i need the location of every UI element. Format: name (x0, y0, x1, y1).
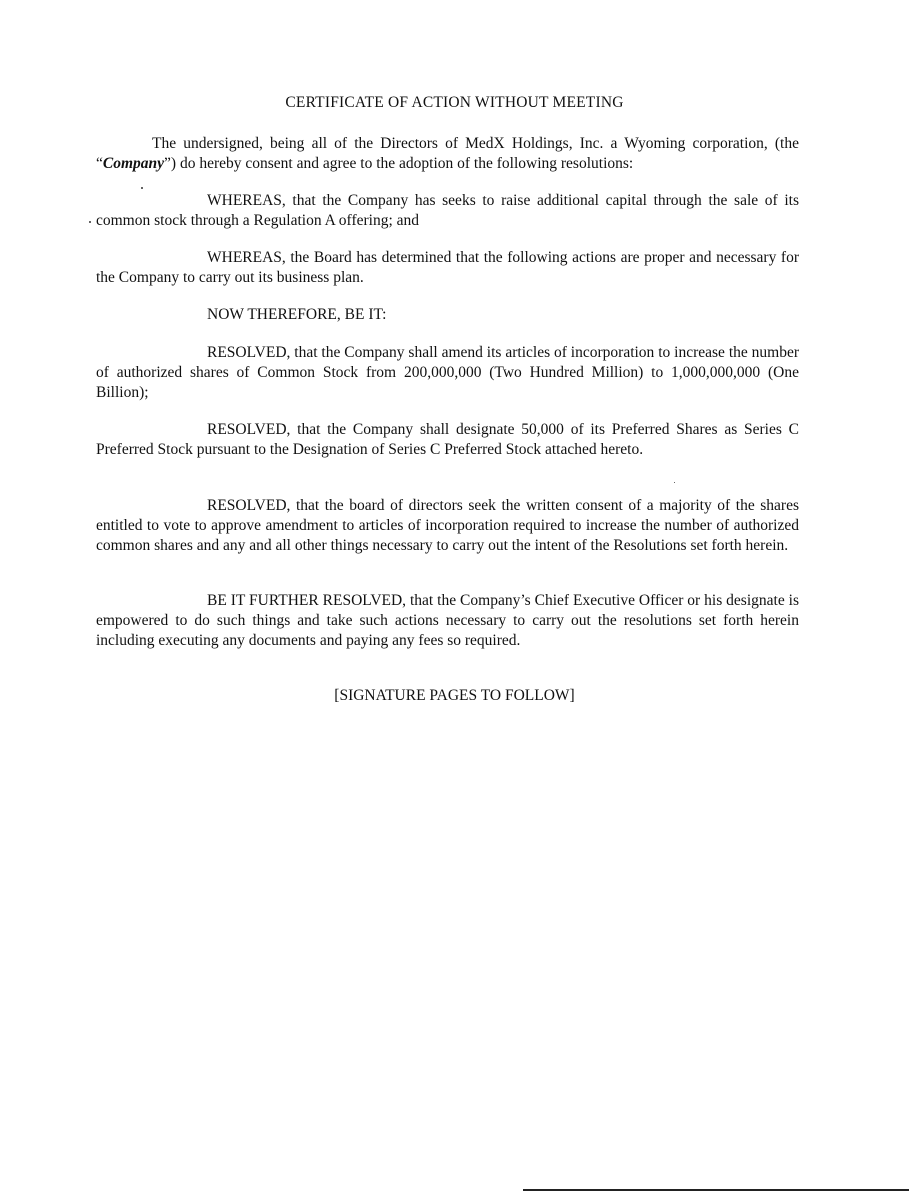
intro-text-before: The undersigned, being all of the Directors of MedX Holdings, Inc. a Wyoming corporation, (the “ (96, 135, 799, 172)
intro-text-after: ”) do hereby consent and agree to the adoption of the following resolutions: (164, 155, 634, 172)
resolved-authorized-shares-paragraph: RESOLVED, that the Company shall amend its articles of incorporation to increase the number of authorized shares of Common Stock from 200,000,000 (Two Hundred Million) to 1,000,000,000 (One Billion); (96, 344, 799, 401)
scan-speck (89, 221, 91, 223)
scan-edge-line (523, 1189, 909, 1191)
now-therefore-paragraph: NOW THEREFORE, BE IT: (207, 306, 387, 323)
whereas-capital-paragraph: WHEREAS, that the Company has seeks to raise additional capital through the sale of its common stock through a Regulation A offering; and (96, 192, 799, 229)
scan-speck (674, 482, 675, 483)
further-resolved-paragraph: BE IT FURTHER RESOLVED, that the Company’s Chief Executive Officer or his designate is empowered to do such things and take such actions necessary to carry out the resolutions set forth herein including executing any documents and paying any fees so required. (96, 592, 799, 649)
resolved-series-c-paragraph: RESOLVED, that the Company shall designate 50,000 of its Preferred Shares as Series C Preferred Stock pursuant to the Designation of Series C Preferred Stock attached hereto. (96, 421, 799, 458)
intro-paragraph (96, 134, 799, 174)
company-defined-term: Company (102, 155, 165, 172)
document-title: CERTIFICATE OF ACTION WITHOUT MEETING (285, 94, 624, 111)
signature-pages-note: [SIGNATURE PAGES TO FOLLOW] (334, 687, 575, 704)
scan-speck (141, 187, 143, 189)
resolved-written-consent-paragraph: RESOLVED, that the board of directors seek the written consent of a majority of the shares entitled to vote to approve amendment to articles of incorporation required to increase the number of authorized common shares and any and all other things necessary to carry out the intent of the Resolutions set forth herein. (96, 497, 799, 554)
whereas-board-paragraph: WHEREAS, the Board has determined that the following actions are proper and necessary for the Company to carry out its business plan. (96, 249, 799, 286)
